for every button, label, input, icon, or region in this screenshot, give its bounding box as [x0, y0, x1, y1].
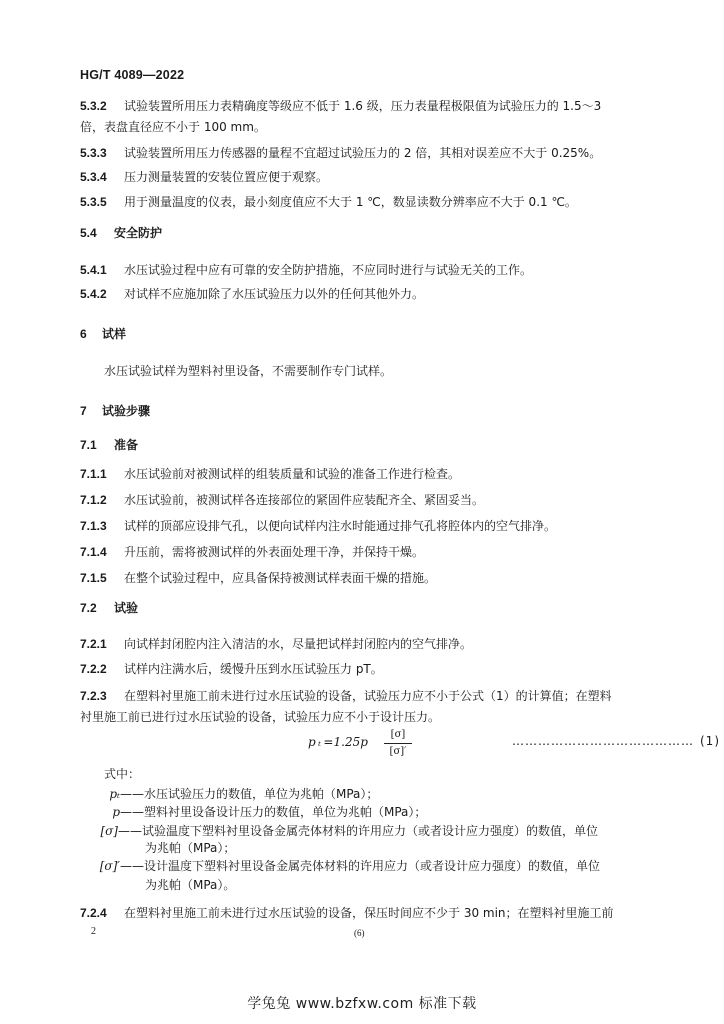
clause-text: 试样内注满水后，缓慢升压到水压试验压力 pT。: [124, 662, 383, 676]
formula-lhs: p ₜ =1.25p: [308, 735, 368, 749]
clause-text: 向试样封闭腔内注入清洁的水，尽量把试样封闭腔内的空气排净。: [124, 637, 473, 651]
clause-5-3-2-cont: 倍，表盘直径应不小于 100 mm。: [80, 120, 266, 134]
formula-numerator: [σ]: [390, 729, 406, 740]
clause-7-1-2: [80, 492, 484, 508]
section-title: 试验步骤: [102, 404, 151, 418]
section-title: 试验: [114, 601, 139, 615]
formula-fraction: [384, 728, 412, 759]
clause-number: 7.2.4: [80, 906, 107, 920]
clause-number: 5.4.2: [80, 287, 107, 301]
clause-7-1-1: [80, 466, 460, 482]
definition-text: ——塑料衬里设备设计压力的数值，单位为兆帕（MPa）；: [120, 805, 427, 819]
clause-text: 水压试验前对被测试样的组装质量和试验的准备工作进行检查。: [124, 467, 461, 481]
clause-text: 用于测量温度的仪表，最小刻度值应不大于 1 ℃，数显读数分辨率应不大于 0.1 ℃。: [124, 195, 577, 209]
definition-symbol: [σ]: [100, 824, 118, 838]
section-7-2: [80, 600, 138, 616]
clause-number: 5.3.2: [80, 99, 107, 113]
clause-7-2-3: [80, 688, 612, 704]
clause-text: 在塑料衬里施工前未进行过水压试验的设备，试验压力应不小于公式（1）的计算值；在塑料: [124, 689, 612, 703]
clause-number: 7.2.3: [80, 689, 107, 703]
leader-dots: ……………………………………: [512, 734, 694, 748]
equation-number: (1): [700, 734, 720, 748]
where-label: 式中：: [104, 767, 141, 781]
clause-5-3-4: [80, 169, 328, 185]
section-7-1: [80, 437, 138, 453]
definition-text: ——水压试验压力的数值，单位为兆帕（MPa）；: [120, 787, 379, 801]
fraction-bar: [384, 743, 412, 744]
definition-symbol: [σ]′: [99, 859, 120, 873]
clause-text: 在整个试验过程中，应具备保持被测试样表面干燥的措施。: [124, 571, 437, 585]
clause-7-2-3-cont: 衬里施工前已进行过水压试验的设备，试验压力应不小于设计压力。: [80, 710, 441, 724]
clause-7-1-4: [80, 544, 424, 560]
clause-number: 5.3.4: [80, 170, 107, 184]
clause-text: 压力测量装置的安装位置应便于观察。: [124, 170, 329, 184]
page-marker: (6): [354, 928, 365, 938]
clause-number: 5.4.1: [80, 263, 107, 277]
clause-7-2-1: [80, 636, 472, 652]
definition-symbol: pₜ: [109, 787, 120, 801]
section-number: 7.2: [80, 601, 97, 615]
section-6-paragraph: 水压试验试样为塑料衬里设备，不需要制作专门试样。: [104, 364, 393, 378]
clause-5-4-2: [80, 286, 424, 302]
clause-text: 在塑料衬里施工前未进行过水压试验的设备，保压时间应不少于 30 min；在塑料衬里施工前: [124, 906, 614, 920]
clause-7-2-2: [80, 661, 383, 677]
clause-7-1-5: [80, 570, 436, 586]
clause-text: 试验装置所用压力传感器的量程不宜超过试验压力的 2 倍，其相对误差应不大于 0.25%。: [124, 146, 602, 160]
section-7: [80, 403, 150, 419]
clause-number: 7.1.3: [80, 519, 107, 533]
page-number: 2: [91, 926, 96, 937]
section-number: 7.1: [80, 438, 97, 452]
clause-5-3-3: [80, 145, 601, 161]
clause-5-3-5: [80, 194, 577, 210]
section-number: 6: [80, 327, 87, 341]
watermark-footer: 学兔兔 www.bzfxw.com 标准下载: [247, 996, 477, 1012]
clause-number: 7.1.1: [80, 467, 107, 481]
clause-number: 5.3.3: [80, 146, 107, 160]
clause-text: 升压前，需将被测试样的外表面处理干净，并保持干燥。: [124, 545, 425, 559]
clause-7-2-4: [80, 905, 614, 921]
section-6: [80, 326, 126, 342]
clause-text: 试样的顶部应设排气孔，以便向试样内注水时能通过排气孔将腔体内的空气排净。: [124, 519, 557, 533]
definition-text: ——设计温度下塑料衬里设备金属壳体材料的许用应力（或者设计应力强度）的数值，单位: [120, 859, 601, 873]
definition-text: ——试验温度下塑料衬里设备金属壳体材料的许用应力（或者设计应力强度）的数值，单位: [118, 824, 599, 838]
definition-symbol: p: [112, 805, 120, 819]
clause-number: 7.2.1: [80, 637, 107, 651]
clause-number: 5.3.5: [80, 195, 107, 209]
definition-pt: [100, 786, 378, 802]
clause-text: 水压试验前，被测试样各连接部位的紧固件应装配齐全、紧固妥当。: [124, 493, 485, 507]
standard-header: HG/T 4089—2022: [80, 68, 185, 82]
clause-text: 试验装置所用压力表精确度等级应不低于 1.6 级，压力表量程极限值为试验压力的 1.5～3: [124, 99, 602, 113]
clause-number: 7.1.4: [80, 545, 107, 559]
clause-7-1-3: [80, 518, 556, 534]
clause-number: 7.1.2: [80, 493, 107, 507]
formula-denominator: [σ]′: [389, 746, 407, 757]
clause-5-4-1: [80, 262, 532, 278]
definition-sigma-prime: [88, 858, 600, 874]
definition-p: [100, 804, 426, 820]
clause-number: 7.1.5: [80, 571, 107, 585]
section-title: 安全防护: [114, 226, 163, 240]
formula-leader: [512, 734, 720, 748]
definition-sigma: [92, 823, 598, 839]
section-5-4: [80, 225, 162, 241]
section-number: 7: [80, 404, 87, 418]
section-number: 5.4: [80, 226, 97, 240]
section-title: 准备: [114, 438, 139, 452]
clause-text: 对试样不应施加除了水压试验压力以外的任何其他外力。: [124, 287, 425, 301]
section-title: 试样: [102, 327, 127, 341]
clause-5-3-2: [80, 98, 601, 114]
definition-sigma-prime-cont: 为兆帕（MPa）。: [145, 878, 236, 892]
clause-number: 7.2.2: [80, 662, 107, 676]
clause-text: 水压试验过程中应有可靠的安全防护措施，不应同时进行与试验无关的工作。: [124, 263, 533, 277]
definition-sigma-cont: 为兆帕（MPa）；: [145, 841, 236, 855]
